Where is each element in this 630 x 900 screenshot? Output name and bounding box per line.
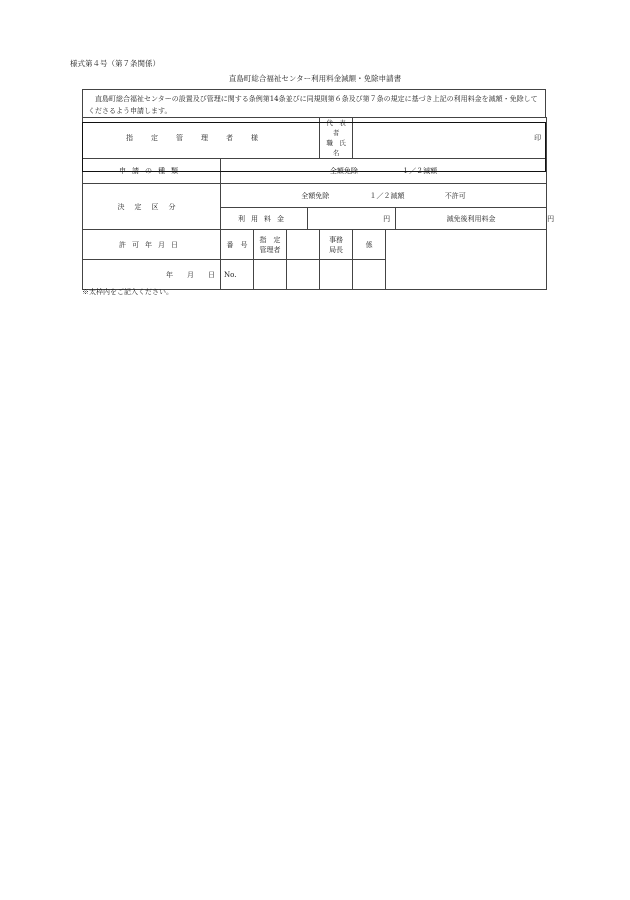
number-label-cell	[221, 230, 254, 260]
form-table	[82, 117, 555, 290]
representative-label: 代 表 者	[326, 119, 353, 137]
name-label: 職 氏 名	[326, 139, 353, 157]
intro-text: 直島町総合福祉センターの設置及び管理に関する条例第14条並びに同規則第６条及び第７条の規定に基づき上記の利用料金を減額・免除してくださるよう申請します。	[82, 89, 546, 117]
director-label-line1: 事務	[329, 235, 344, 244]
application-form	[82, 89, 555, 290]
fee-label-cell	[221, 208, 308, 230]
director-label-cell	[320, 230, 353, 260]
decision-label: 決定区分	[117, 202, 186, 211]
decision-label-cell	[83, 184, 221, 230]
approval-header-row	[83, 230, 547, 260]
form-number: 様式第４号（第７条関係）	[70, 59, 160, 68]
manager-label-line2: 管理者	[259, 245, 281, 254]
approval-date-format: 年 月 日	[166, 270, 215, 279]
decision-row	[83, 184, 547, 208]
approval-date-label-cell	[83, 230, 221, 260]
request-type-row	[83, 159, 547, 184]
director-label-line2: 局長	[329, 245, 344, 254]
seal-mark: 印	[534, 134, 542, 142]
fee-unit: 円	[383, 214, 391, 223]
manager-label-cell	[254, 230, 287, 260]
approval-date-field[interactable]	[83, 260, 221, 290]
decision-option-half[interactable]: １／２減額	[369, 191, 405, 200]
staff-label: 係	[365, 240, 373, 249]
reduced-fee-unit: 円	[547, 214, 555, 223]
representative-label-cell	[320, 118, 353, 159]
staff-seal-field[interactable]	[353, 260, 386, 290]
number-label: 番 号	[226, 240, 248, 249]
request-type-label: 申請の種類	[119, 167, 184, 175]
number-prefix: No.	[224, 270, 237, 279]
approval-date-label: 許可年月日	[119, 240, 184, 249]
option-full-exemption[interactable]: 全額免除	[329, 167, 358, 175]
director-seal-field[interactable]	[320, 260, 353, 290]
staff-label-cell	[353, 230, 386, 260]
fee-field[interactable]	[308, 208, 396, 230]
approval-blank-area	[386, 230, 547, 290]
applicant-label: 指定管理者様	[126, 134, 277, 142]
request-type-label-cell	[83, 159, 221, 184]
number-field[interactable]	[221, 260, 254, 290]
applicant-row	[83, 118, 547, 159]
decision-option-full[interactable]: 全額免除	[301, 191, 330, 200]
footnote: ※太枠内をご記入ください。	[82, 288, 173, 296]
fee-label: 利用料金	[238, 214, 290, 223]
decision-options[interactable]	[221, 184, 547, 208]
manager-label-line1: 指 定	[259, 235, 281, 244]
document-title: 直島町総合福祉センター利用料金減額・免除申請書	[228, 74, 402, 83]
reduced-fee-label: 減免後利用料金	[446, 214, 496, 223]
blank-header-cell	[287, 230, 320, 260]
reduced-fee-label-cell	[396, 208, 547, 230]
option-half-reduction[interactable]: １／２減額	[402, 167, 438, 175]
manager-seal-field[interactable]	[254, 260, 287, 290]
request-type-options[interactable]	[221, 159, 547, 184]
applicant-label-cell	[83, 118, 320, 159]
blank-seal-field[interactable]	[287, 260, 320, 290]
representative-name-field[interactable]	[353, 118, 547, 159]
decision-option-denied[interactable]: 不許可	[444, 191, 466, 200]
